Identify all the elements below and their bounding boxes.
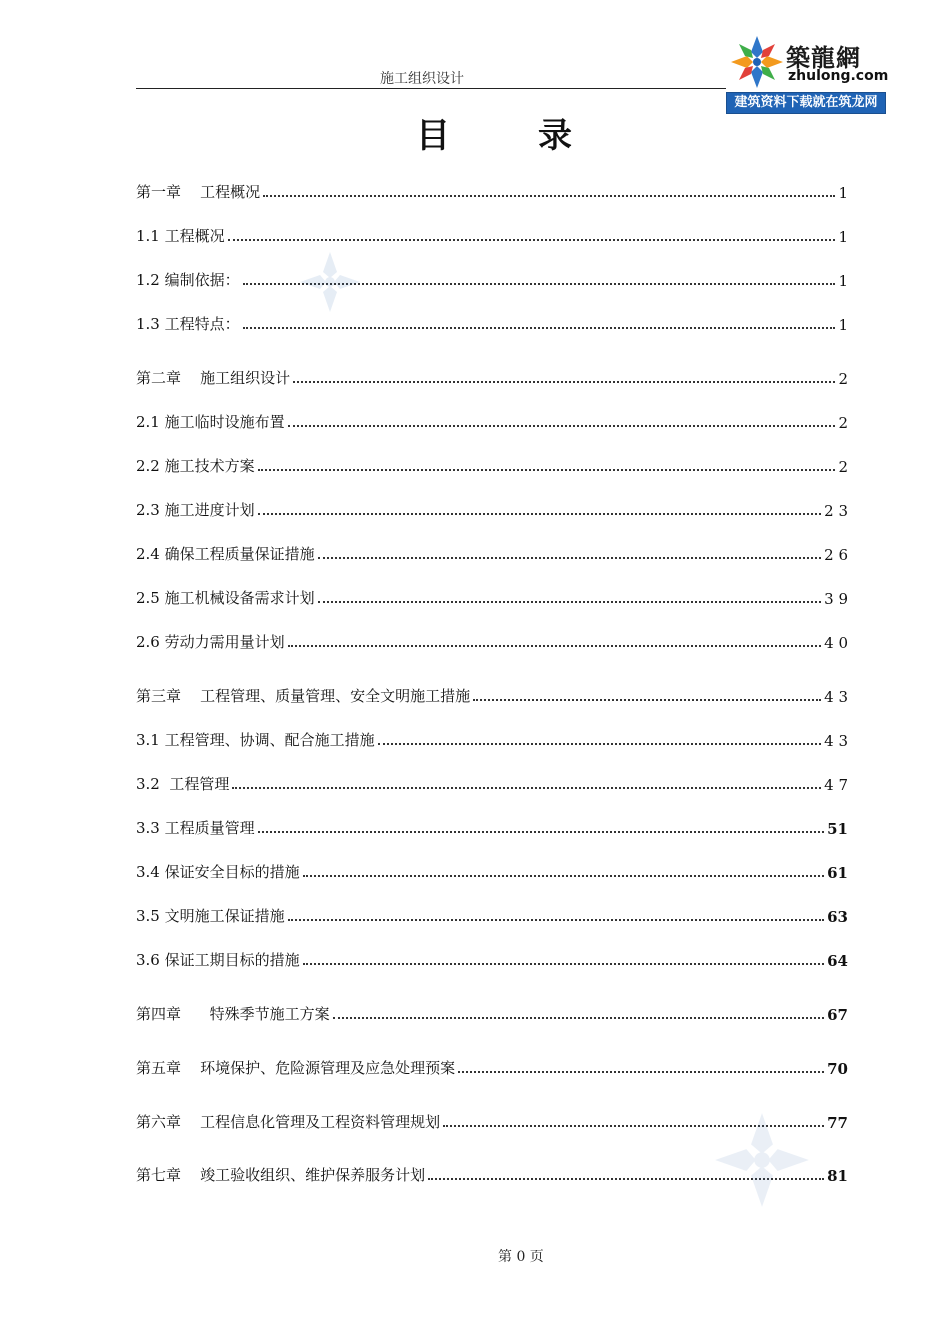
toc-title-char-2: 录 — [538, 116, 574, 156]
toc-entry-label: 第七章 竣工验收组织、维护保养服务计划 — [136, 1166, 426, 1184]
toc-entry-label: 2.4 确保工程质量保证措施 — [136, 545, 315, 563]
toc-entry[interactable] — [136, 540, 848, 564]
toc-entry[interactable] — [136, 266, 848, 290]
toc-leader-dots — [378, 743, 822, 745]
toc-leader-dots — [473, 699, 821, 701]
toc-entry[interactable] — [136, 858, 848, 882]
toc-entry-page: 2 — [838, 370, 848, 388]
toc-entry-label: 第一章 工程概况 — [136, 183, 261, 201]
toc-entry-page: 70 — [827, 1060, 848, 1078]
toc-entry-page: 1 — [838, 184, 848, 202]
snowflake-logo-icon — [728, 34, 786, 90]
toc-leader-dots — [288, 645, 822, 647]
toc-entry[interactable] — [136, 408, 848, 432]
logo-domain: zhulong.com — [788, 68, 889, 84]
toc-entry[interactable] — [136, 814, 848, 838]
logo-name: 築龍網 — [786, 43, 861, 72]
toc-entry[interactable] — [136, 682, 848, 706]
toc-entry-label: 2.6 劳动力需用量计划 — [136, 633, 285, 651]
toc-entry-label: 2.1 施工临时设施布置 — [136, 413, 285, 431]
toc-leader-dots — [293, 381, 835, 383]
toc-entry-page: 3 9 — [824, 590, 848, 608]
toc-entry[interactable] — [136, 1054, 848, 1078]
toc-entry-label: 2.3 施工进度计划 — [136, 501, 255, 519]
toc-entry[interactable] — [136, 726, 848, 750]
watermark-snowflake-icon — [298, 250, 362, 314]
toc-leader-dots — [263, 195, 835, 197]
running-header: 施工组织设计 — [380, 71, 464, 87]
toc-entry[interactable] — [136, 946, 848, 970]
logo-emblem-area — [726, 34, 889, 90]
toc-entry-label: 3.1 工程管理、协调、配合施工措施 — [136, 731, 375, 749]
toc-entry[interactable] — [136, 310, 848, 334]
toc-entry[interactable] — [136, 222, 848, 246]
toc-entry[interactable] — [136, 628, 848, 652]
toc-entry-label: 2.2 施工技术方案 — [136, 457, 255, 475]
toc-entry-page: 2 6 — [824, 546, 848, 564]
toc-leader-dots — [333, 1017, 825, 1019]
toc-entry[interactable] — [136, 452, 848, 476]
toc-entry-page: 1 — [838, 228, 848, 246]
toc-entry-page: 2 3 — [824, 502, 848, 520]
toc-entry-label: 1.3 工程特点： — [136, 315, 240, 333]
toc-title-char-1: 目 — [416, 116, 452, 156]
zhulong-logo — [726, 34, 889, 112]
toc-entry-page: 4 3 — [824, 732, 848, 750]
toc-leader-dots — [303, 875, 825, 877]
toc-entry[interactable] — [136, 1000, 848, 1024]
toc-title — [416, 108, 574, 157]
toc-entry-page: 64 — [827, 952, 848, 970]
toc-entry-page: 77 — [827, 1114, 848, 1132]
toc-entry-page: 63 — [827, 908, 848, 926]
toc-leader-dots — [303, 963, 825, 965]
toc-entry-label: 第六章 工程信息化管理及工程资料管理规划 — [136, 1113, 441, 1131]
toc-leader-dots — [258, 513, 822, 515]
toc-entry-label: 第五章 环境保护、危险源管理及应急处理预案 — [136, 1059, 456, 1077]
logo-slogan: 建筑资料下载就在筑龙网 — [726, 92, 886, 114]
toc-entry-page: 61 — [827, 864, 848, 882]
toc-leader-dots — [288, 919, 825, 921]
toc-entry-label: 3.2 工程管理 — [136, 775, 230, 793]
toc-entry-label: 1.2 编制依据： — [136, 271, 240, 289]
toc-entry[interactable] — [136, 902, 848, 926]
toc-entry-page: 1 — [838, 272, 848, 290]
toc-entry-page: 51 — [827, 820, 848, 838]
toc-leader-dots — [458, 1071, 824, 1073]
toc-entry-page: 2 — [838, 458, 848, 476]
toc-entry-label: 第三章 工程管理、质量管理、安全文明施工措施 — [136, 687, 471, 705]
toc-leader-dots — [228, 239, 836, 241]
toc-leader-dots — [243, 327, 836, 329]
toc-entry-label: 3.6 保证工期目标的措施 — [136, 951, 300, 969]
toc-entry-label: 第四章 特殊季节施工方案 — [136, 1005, 330, 1023]
toc-leader-dots — [318, 557, 822, 559]
watermark-snowflake-icon — [712, 1110, 812, 1210]
toc-entry[interactable] — [136, 496, 848, 520]
toc-entry[interactable] — [136, 178, 848, 202]
toc-entry-label: 3.5 文明施工保证措施 — [136, 907, 285, 925]
toc-entry-page: 1 — [838, 316, 848, 334]
toc-entry-page: 4 7 — [824, 776, 848, 794]
page-number-footer: 第 0 页 — [498, 1249, 544, 1265]
toc-leader-dots — [232, 787, 821, 789]
toc-leader-dots — [288, 425, 836, 427]
toc-entry-page: 81 — [827, 1167, 848, 1185]
toc-leader-dots — [318, 601, 822, 603]
toc-entry-page: 67 — [827, 1006, 848, 1024]
header-rule — [136, 88, 726, 89]
toc-entry-page: 4 3 — [824, 688, 848, 706]
toc-entry-page: 2 — [838, 414, 848, 432]
toc-entry-page: 4 0 — [824, 634, 848, 652]
toc-entry-label: 3.4 保证安全目标的措施 — [136, 863, 300, 881]
toc-entry-label: 2.5 施工机械设备需求计划 — [136, 589, 315, 607]
toc-leader-dots — [258, 831, 825, 833]
toc-entry-label: 第二章 施工组织设计 — [136, 369, 291, 387]
toc-entry-label: 1.1 工程概况 — [136, 227, 225, 245]
toc-entry[interactable] — [136, 584, 848, 608]
toc-entry[interactable] — [136, 770, 848, 794]
toc-entry[interactable] — [136, 364, 848, 388]
toc-leader-dots — [258, 469, 836, 471]
toc-entry-label: 3.3 工程质量管理 — [136, 819, 255, 837]
